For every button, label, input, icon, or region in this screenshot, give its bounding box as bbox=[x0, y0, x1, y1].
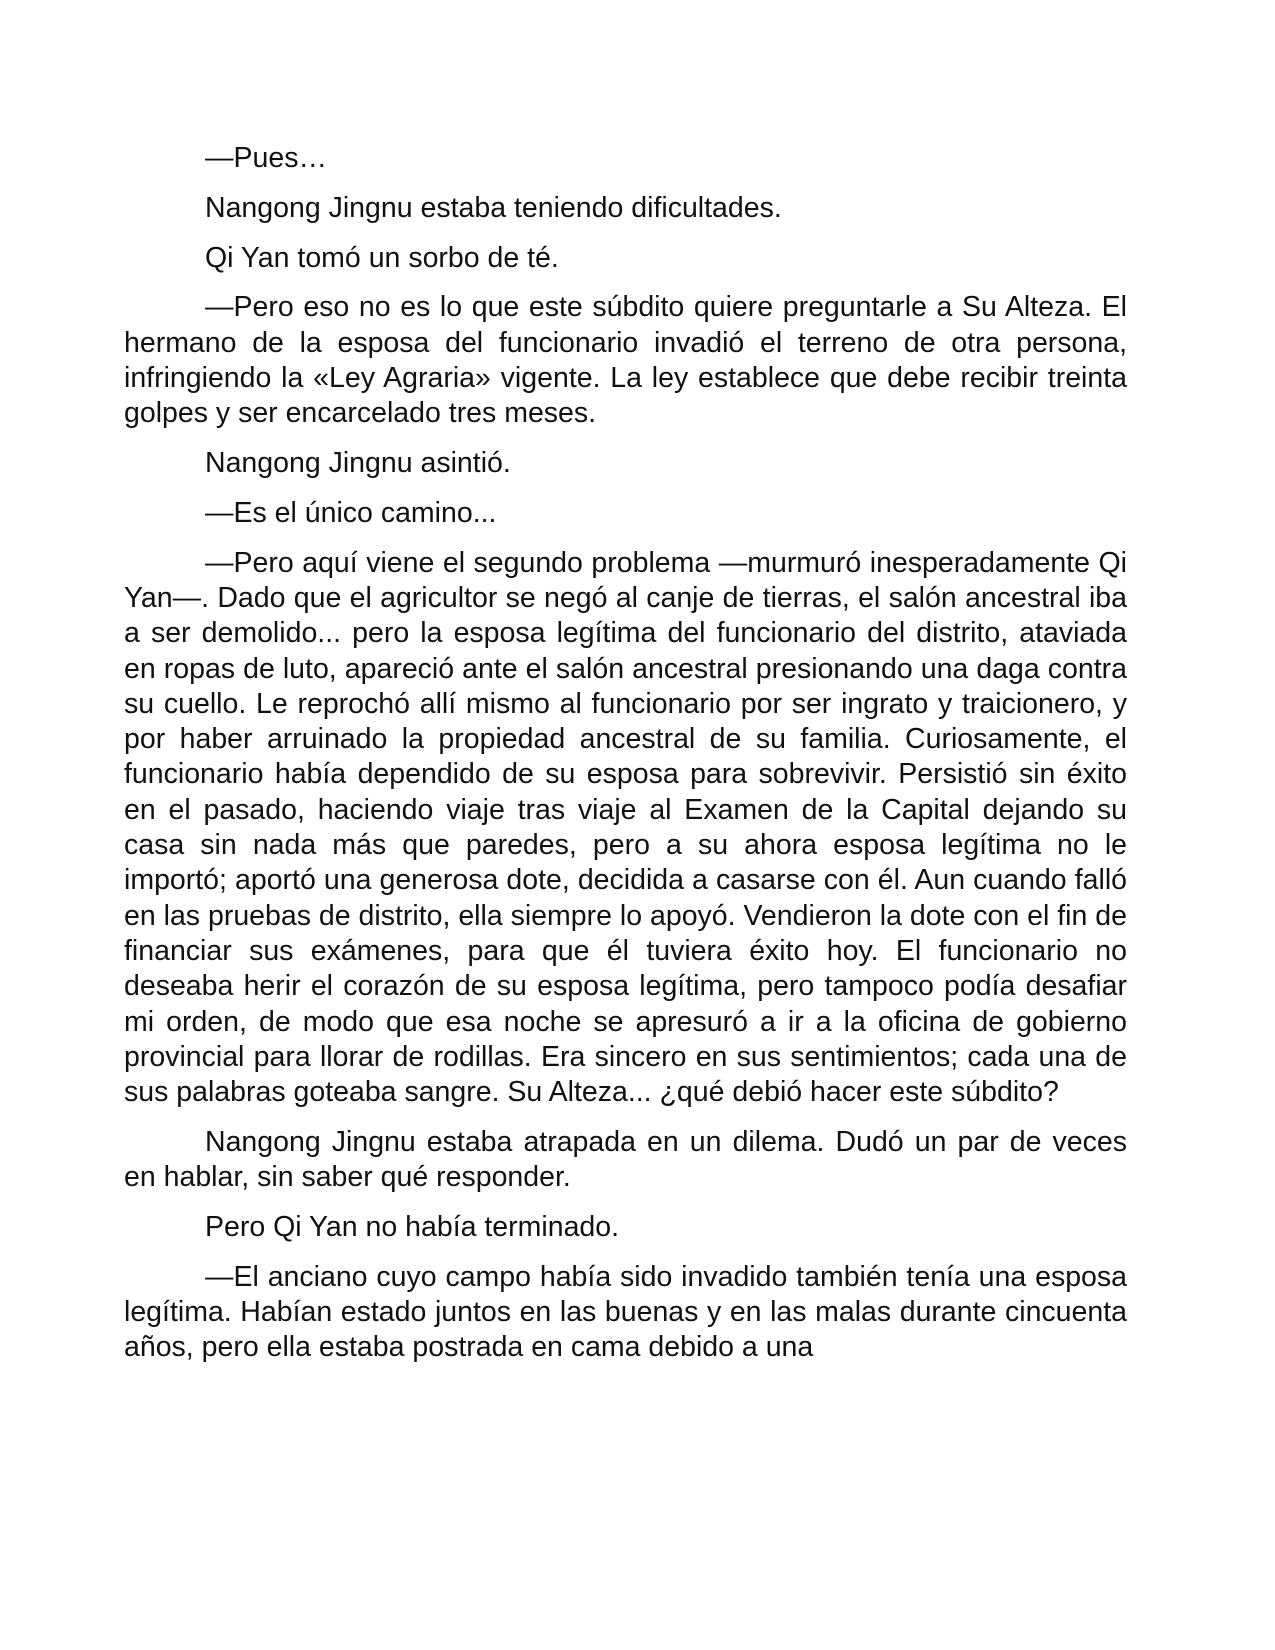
paragraph-6: —Es el único camino... bbox=[205, 496, 497, 529]
paragraph-10: —El anciano cuyo campo había sido invadido también tenía una esposa legítima. Habían estado juntos en las buenas y en las malas durante cincuenta años, pero ella estaba postrada en cama debido a una bbox=[124, 1260, 1127, 1364]
paragraph-2: Nangong Jingnu estaba teniendo dificultades. bbox=[205, 191, 782, 224]
paragraph-1: —Pues… bbox=[205, 142, 327, 174]
paragraph-9: Pero Qi Yan no había terminado. bbox=[205, 1211, 620, 1244]
document-page bbox=[124, 141, 1127, 1366]
paragraph-5: Nangong Jingnu asintió. bbox=[205, 447, 511, 480]
paragraph-8: Nangong Jingnu estaba atrapada en un dilema. Dudó un par de veces en hablar, sin saber qué responder. bbox=[124, 1125, 1127, 1194]
paragraph-7: —Pero aquí viene el segundo problema —murmuró inesperadamente Qi Yan—. Dado que el agricultor se negó al canje de tierras, el salón ancestral iba a ser demolido... pero la esposa legítima del funcionario del distrito, ataviada en ropas de luto, apareció ante el salón ancestral presionando una daga contra su cuello. Le reprochó allí mismo al funcionario por ser ingrato y traicionero, y por haber arruinado la propiedad ancestral de su familia. Curiosamente, el funcionario había dependido de su esposa para sobrevivir. Persistió sin éxito en el pasado, haciendo viaje tras viaje al Examen de la Capital dejando su casa sin nada más que paredes, pero a su ahora esposa legítima no le importó; aportó una generosa dote, decidida a casarse con él. Aun cuando falló en las pruebas de distrito, ella siempre lo apoyó. Vendieron la dote con el fin de financiar sus exámenes, para que él tuviera éxito hoy. El funcionario no deseaba herir el corazón de su esposa legítima, pero tampoco podía desafiar mi orden, de modo que esa noche se apresuró a ir a la oficina de gobierno provincial para llorar de rodillas. Era sincero en sus sentimientos; cada una de sus palabras goteaba sangre. Su Alteza... ¿qué debió hacer este súbdito? bbox=[124, 546, 1127, 1109]
paragraph-4: —Pero eso no es lo que este súbdito quiere preguntarle a Su Alteza. El hermano de la esposa del funcionario invadió el terreno de otra persona, infringiendo la «Ley Agraria» vigente. La ley establece que debe recibir treinta golpes y ser encarcelado tres meses. bbox=[124, 291, 1127, 430]
paragraph-3: Qi Yan tomó un sorbo de té. bbox=[205, 241, 559, 274]
